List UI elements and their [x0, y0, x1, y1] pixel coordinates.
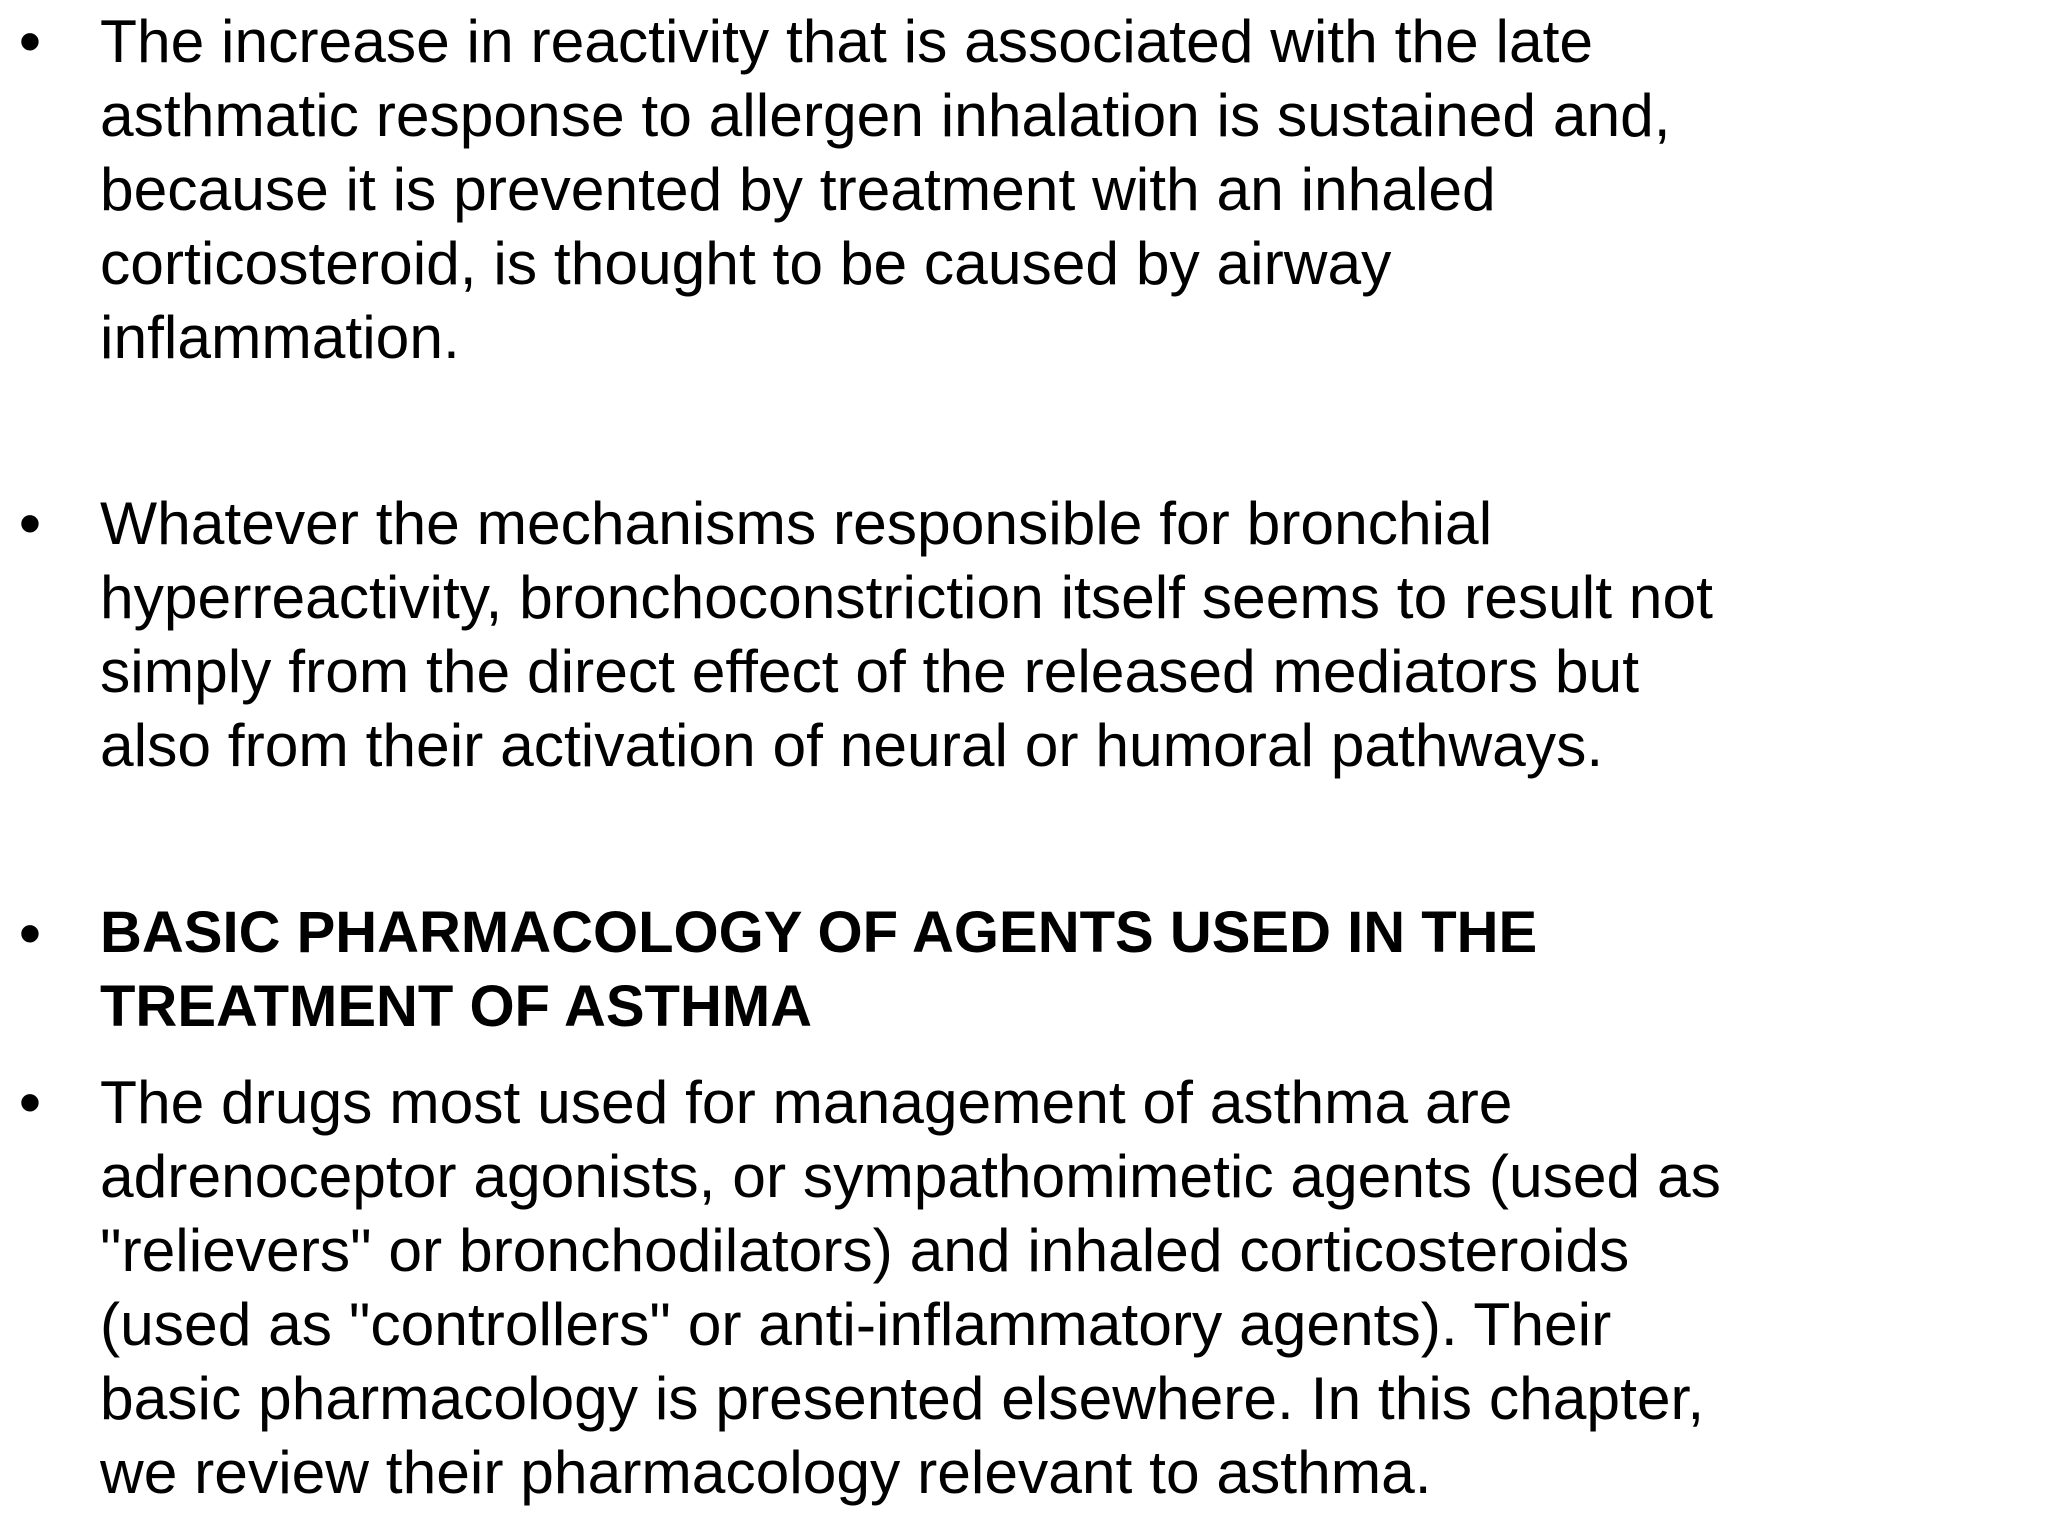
text-line: asthmatic response to allergen inhalation is sustained and,: [100, 81, 1671, 149]
bullet-text: [100, 1065, 2040, 1509]
bullet-dot: •: [18, 487, 42, 559]
bullet-dot: •: [18, 1066, 42, 1138]
bullet-item-bronchial-hyperreactivity: [0, 486, 2040, 782]
text-line: "relievers" or bronchodilators) and inhaled corticosteroids: [100, 1216, 1630, 1284]
bullet-item-late-asthmatic-response: [0, 4, 2040, 374]
text-line: hyperreactivity, bronchoconstriction itself seems to result not: [100, 563, 1713, 631]
text-line: inflammation.: [100, 303, 460, 371]
bullet-text: [100, 4, 2040, 374]
text-line: adrenoceptor agonists, or sympathomimetic agents (used as: [100, 1142, 1721, 1210]
text-line: we review their pharmacology relevant to asthma.: [100, 1438, 1432, 1506]
text-line: corticosteroid, is thought to be caused by airway: [100, 229, 1392, 297]
text-line: The increase in reactivity that is associated with the late: [100, 7, 1594, 75]
section-heading: [100, 896, 2040, 1044]
text-line: because it is prevented by treatment with an inhaled: [100, 155, 1496, 223]
text-line: The drugs most used for management of asthma are: [100, 1068, 1513, 1136]
text-line: simply from the direct effect of the released mediators but: [100, 637, 1639, 705]
text-line: (used as "controllers" or anti-inflammatory agents). Their: [100, 1290, 1612, 1358]
heading-line: TREATMENT OF ASTHMA: [100, 974, 813, 1039]
text-line: Whatever the mechanisms responsible for bronchial: [100, 489, 1493, 557]
bullet-item-section-heading: [0, 896, 2040, 1044]
bullet-text: [100, 486, 2040, 782]
bullet-dot: •: [18, 5, 42, 77]
text-line: basic pharmacology is presented elsewhere. In this chapter,: [100, 1364, 1705, 1432]
bullet-dot: •: [18, 897, 42, 969]
heading-line: BASIC PHARMACOLOGY OF AGENTS USED IN THE: [100, 900, 1538, 965]
bullet-item-drugs-used: [0, 1065, 2040, 1509]
text-line: also from their activation of neural or humoral pathways.: [100, 711, 1604, 779]
